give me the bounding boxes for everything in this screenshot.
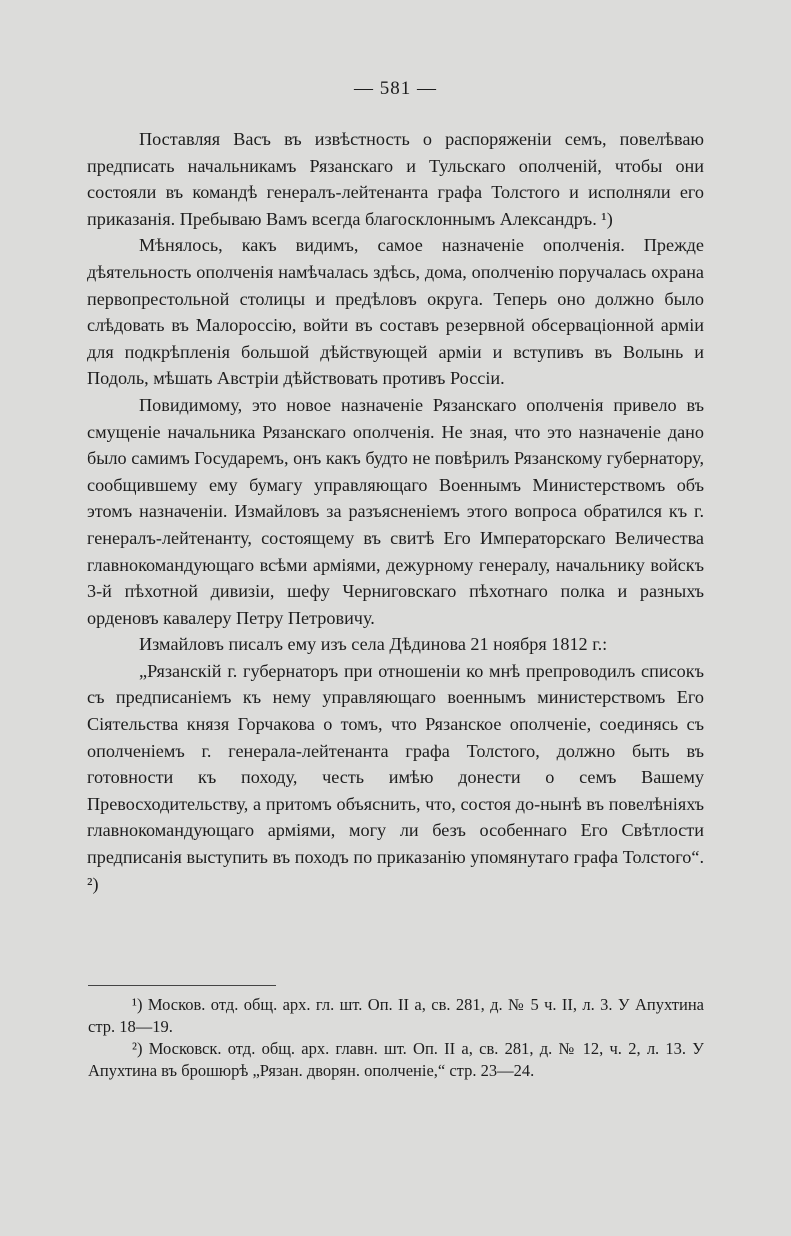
- body-text: [87, 126, 704, 897]
- paragraph-1: Поставляя Васъ въ извѣстность о распоряженіи семъ, повелѣваю предписать начальникамъ Рязанскаго и Тульскаго ополченій, чтобы они состояли въ командѣ генералъ-лейтенанта графа Толстого и исполняли его приказанія. Пребываю Вамъ всегда благосклоннымъ Александръ. ¹): [87, 129, 704, 229]
- footnotes: [88, 994, 704, 1082]
- page-number: — 581 —: [354, 78, 437, 99]
- footnote-1: ¹) Москов. отд. общ. арх. гл. шт. Оп. II а, св. 281, д. № 5 ч. II, л. 3. У Апухтина стр. 18—19.: [88, 995, 704, 1036]
- footnote-divider: [88, 985, 276, 986]
- paragraph-4: Измайловъ писалъ ему изъ села Дѣдинова 21 ноября 1812 г.:: [139, 634, 608, 655]
- footnote-2: ²) Московск. отд. общ. арх. главн. шт. Оп. II а, св. 281, д. № 12, ч. 2, л. 13. У Апухтина въ брошюрѣ „Рязан. дворян. ополченіе,“ стр. 23—24.: [88, 1039, 704, 1080]
- paragraph-5-quote: „Рязанскій г. губернаторъ при отношеніи ко мнѣ препроводилъ списокъ съ предписаніемъ къ нему управляющаго военнымъ министерствомъ Его Сіятельства князя Горчакова о томъ, что Рязанское ополченіе, соединясь съ ополченіемъ г. генерала-лейтенанта графа Толстого, должно быть въ готовности къ походу, честь имѣю донести о семъ Вашему Превосходительству, а притомъ объяснить, что, состоя до-нынѣ въ повелѣніяхъ главнокомандующаго арміями, могу ли безъ особеннаго Его Свѣтлости предписанія выступить въ походъ по приказанію упомянутаго графа Толстого“. ²): [87, 660, 704, 894]
- paragraph-2: Мѣнялось, какъ видимъ, самое назначеніе ополченія. Прежде дѣятельность ополченія намѣчалась здѣсь, дома, ополченію поручалась охрана первопрестольной столицы и предѣловъ округа. Теперь оно должно было слѣдовать въ Малороссію, войти въ составъ резервной обсерваціонной арміи для подкрѣпленія большой дѣйствующей арміи и вступивъ въ Волынь и Подоль, мѣшать Австріи дѣйствовать противъ Россіи.: [87, 235, 704, 389]
- paragraph-3: Повидимому, это новое назначеніе Рязанскаго ополченія привело въ смущеніе начальника Рязанскаго ополченія. Не зная, что это назначеніе дано было самимъ Государемъ, онъ какъ будто не повѣрилъ Рязанскому губернатору, сообщившему ему бумагу управляющаго Военнымъ Министерствомъ объ этомъ назначеніи. Измайловъ за разъясненіемъ этого вопроса обратился къ г. генералъ-лейтенанту, состоящему въ свитѣ Его Императорскаго Величества главнокомандующаго всѣми арміями, дежурному генералу, начальнику войскъ 3-й пѣхотной дивизіи, шефу Черниговскаго пѣхотнаго полка и разныхъ орденовъ кавалеру Петру Петровичу.: [87, 394, 704, 628]
